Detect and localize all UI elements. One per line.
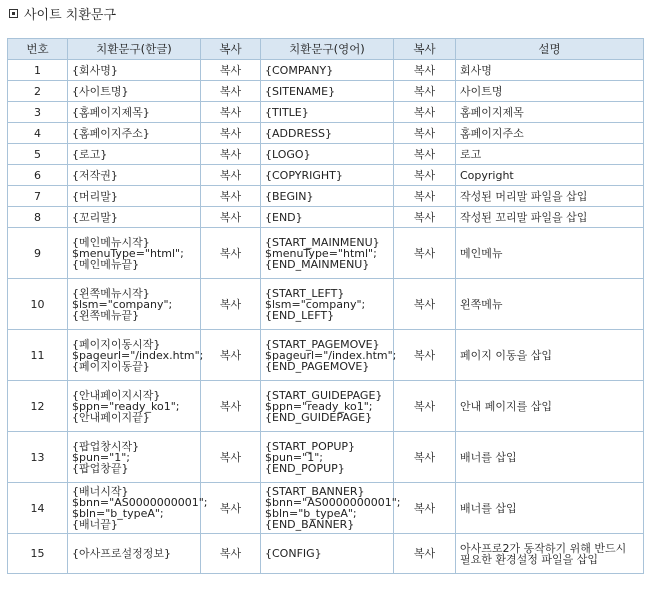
copy-korean-button[interactable]: 복사 xyxy=(201,330,261,381)
copy-korean-button[interactable]: 복사 xyxy=(201,483,261,534)
section-title-text: 사이트 치환문구 xyxy=(24,7,117,23)
copy-korean-button[interactable]: 복사 xyxy=(201,186,261,207)
table-row xyxy=(8,207,644,228)
korean-code-cell: {안내페이지시작} $ppn="ready_ko1"; {안내페이지끝} xyxy=(68,381,201,432)
copy-korean-button[interactable]: 복사 xyxy=(201,432,261,483)
table-row xyxy=(8,279,644,330)
korean-code-cell: {배너시작} $bnn="AS0000000001"; $bln="b_typeA"; {배너끝} xyxy=(68,483,201,534)
description-cell: 홈페이지주소 xyxy=(456,123,644,144)
copy-korean-button[interactable]: 복사 xyxy=(201,228,261,279)
row-number: 15 xyxy=(8,534,68,574)
copy-korean-button[interactable]: 복사 xyxy=(201,144,261,165)
description-cell: 작성된 꼬리말 파일을 삽입 xyxy=(456,207,644,228)
description-cell: 홈페이지제목 xyxy=(456,102,644,123)
row-number: 3 xyxy=(8,102,68,123)
english-code-cell: {START_GUIDEPAGE} $ppn="ready_ko1"; {END_GUIDEPAGE} xyxy=(261,381,394,432)
table-body xyxy=(8,60,644,574)
copy-korean-button[interactable]: 복사 xyxy=(201,81,261,102)
english-code-cell: {LOGO} xyxy=(261,144,394,165)
table-row xyxy=(8,123,644,144)
korean-code-cell: {저작권} xyxy=(68,165,201,186)
english-code-cell: {TITLE} xyxy=(261,102,394,123)
copy-korean-button[interactable]: 복사 xyxy=(201,381,261,432)
row-number: 7 xyxy=(8,186,68,207)
copy-english-button[interactable]: 복사 xyxy=(394,483,456,534)
copy-english-button[interactable]: 복사 xyxy=(394,534,456,574)
row-number: 8 xyxy=(8,207,68,228)
copy-english-button[interactable]: 복사 xyxy=(394,186,456,207)
korean-code-cell: {사이트명} xyxy=(68,81,201,102)
table-row xyxy=(8,81,644,102)
copy-english-button[interactable]: 복사 xyxy=(394,60,456,81)
table-row xyxy=(8,381,644,432)
copy-english-button[interactable]: 복사 xyxy=(394,102,456,123)
copy-korean-button[interactable]: 복사 xyxy=(201,123,261,144)
table-row xyxy=(8,228,644,279)
copy-english-button[interactable]: 복사 xyxy=(394,207,456,228)
english-code-cell: {CONFIG} xyxy=(261,534,394,574)
row-number: 12 xyxy=(8,381,68,432)
description-cell: 배너를 삽입 xyxy=(456,483,644,534)
description-cell: Copyright xyxy=(456,165,644,186)
copy-english-button[interactable]: 복사 xyxy=(394,123,456,144)
table-row xyxy=(8,432,644,483)
table-row xyxy=(8,165,644,186)
copy-korean-button[interactable]: 복사 xyxy=(201,165,261,186)
copy-korean-button[interactable]: 복사 xyxy=(201,207,261,228)
row-number: 13 xyxy=(8,432,68,483)
copy-english-button[interactable]: 복사 xyxy=(394,381,456,432)
table-header-row xyxy=(8,39,644,60)
korean-code-cell: {아사프로설정정보} xyxy=(68,534,201,574)
description-cell: 배너를 삽입 xyxy=(456,432,644,483)
copy-korean-button[interactable]: 복사 xyxy=(201,102,261,123)
english-code-cell: {SITENAME} xyxy=(261,81,394,102)
table-row xyxy=(8,144,644,165)
description-cell: 아사프로2가 동작하기 위해 반드시 필요한 환경설정 파일을 삽입 xyxy=(456,534,644,574)
row-number: 14 xyxy=(8,483,68,534)
copy-english-button[interactable]: 복사 xyxy=(394,279,456,330)
description-cell: 안내 페이지를 삽입 xyxy=(456,381,644,432)
english-code-cell: {START_MAINMENU} $menuType="html"; {END_MAINMENU} xyxy=(261,228,394,279)
english-code-cell: {START_BANNER} $bnn="AS0000000001"; $bln="b_typeA"; {END_BANNER} xyxy=(261,483,394,534)
table-row xyxy=(8,102,644,123)
korean-code-cell: {메인메뉴시작} $menuType="html"; {메인메뉴끝} xyxy=(68,228,201,279)
header-english-code: 치환문구(영어) xyxy=(261,39,394,60)
description-cell: 왼쪽메뉴 xyxy=(456,279,644,330)
korean-code-cell: {팝업창시작} $pun="1"; {팝업창끝} xyxy=(68,432,201,483)
copy-english-button[interactable]: 복사 xyxy=(394,144,456,165)
korean-code-cell: {머리말} xyxy=(68,186,201,207)
korean-code-cell: {로고} xyxy=(68,144,201,165)
english-code-cell: {END} xyxy=(261,207,394,228)
english-code-cell: {COPYRIGHT} xyxy=(261,165,394,186)
copy-korean-button[interactable]: 복사 xyxy=(201,534,261,574)
description-cell: 로고 xyxy=(456,144,644,165)
header-copy-english: 복사 xyxy=(394,39,456,60)
copy-english-button[interactable]: 복사 xyxy=(394,165,456,186)
row-number: 2 xyxy=(8,81,68,102)
description-cell: 작성된 머리말 파일을 삽입 xyxy=(456,186,644,207)
korean-code-cell: {페이지이동시작} $pageurl="/index.htm"; {페이지이동끝} xyxy=(68,330,201,381)
copy-english-button[interactable]: 복사 xyxy=(394,81,456,102)
copy-korean-button[interactable]: 복사 xyxy=(201,279,261,330)
row-number: 10 xyxy=(8,279,68,330)
header-korean-code: 치환문구(한글) xyxy=(68,39,201,60)
description-cell: 페이지 이동을 삽입 xyxy=(456,330,644,381)
header-number: 번호 xyxy=(8,39,68,60)
korean-code-cell: {홈페이지제목} xyxy=(68,102,201,123)
english-code-cell: {START_LEFT} $lsm="company"; {END_LEFT} xyxy=(261,279,394,330)
row-number: 6 xyxy=(8,165,68,186)
substitution-table xyxy=(7,38,644,574)
table-row xyxy=(8,534,644,574)
copy-korean-button[interactable]: 복사 xyxy=(201,60,261,81)
table-row xyxy=(8,330,644,381)
table-row xyxy=(8,483,644,534)
row-number: 11 xyxy=(8,330,68,381)
header-description: 설명 xyxy=(456,39,644,60)
english-code-cell: {START_POPUP} $pun="1"; {END_POPUP} xyxy=(261,432,394,483)
header-copy-korean: 복사 xyxy=(201,39,261,60)
korean-code-cell: {회사명} xyxy=(68,60,201,81)
row-number: 5 xyxy=(8,144,68,165)
row-number: 9 xyxy=(8,228,68,279)
english-code-cell: {COMPANY} xyxy=(261,60,394,81)
table-row xyxy=(8,186,644,207)
square-bullet-icon xyxy=(9,9,18,18)
table-row xyxy=(8,60,644,81)
description-cell: 회사명 xyxy=(456,60,644,81)
description-cell: 메인메뉴 xyxy=(456,228,644,279)
korean-code-cell: {왼쪽메뉴시작} $lsm="company"; {왼쪽메뉴끝} xyxy=(68,279,201,330)
korean-code-cell: {꼬리말} xyxy=(68,207,201,228)
english-code-cell: {BEGIN} xyxy=(261,186,394,207)
section-title xyxy=(9,4,116,22)
row-number: 1 xyxy=(8,60,68,81)
copy-english-button[interactable]: 복사 xyxy=(394,330,456,381)
description-cell: 사이트명 xyxy=(456,81,644,102)
english-code-cell: {START_PAGEMOVE} $pageurl="/index.htm"; {END_PAGEMOVE} xyxy=(261,330,394,381)
copy-english-button[interactable]: 복사 xyxy=(394,432,456,483)
copy-english-button[interactable]: 복사 xyxy=(394,228,456,279)
korean-code-cell: {홈페이지주소} xyxy=(68,123,201,144)
english-code-cell: {ADDRESS} xyxy=(261,123,394,144)
row-number: 4 xyxy=(8,123,68,144)
